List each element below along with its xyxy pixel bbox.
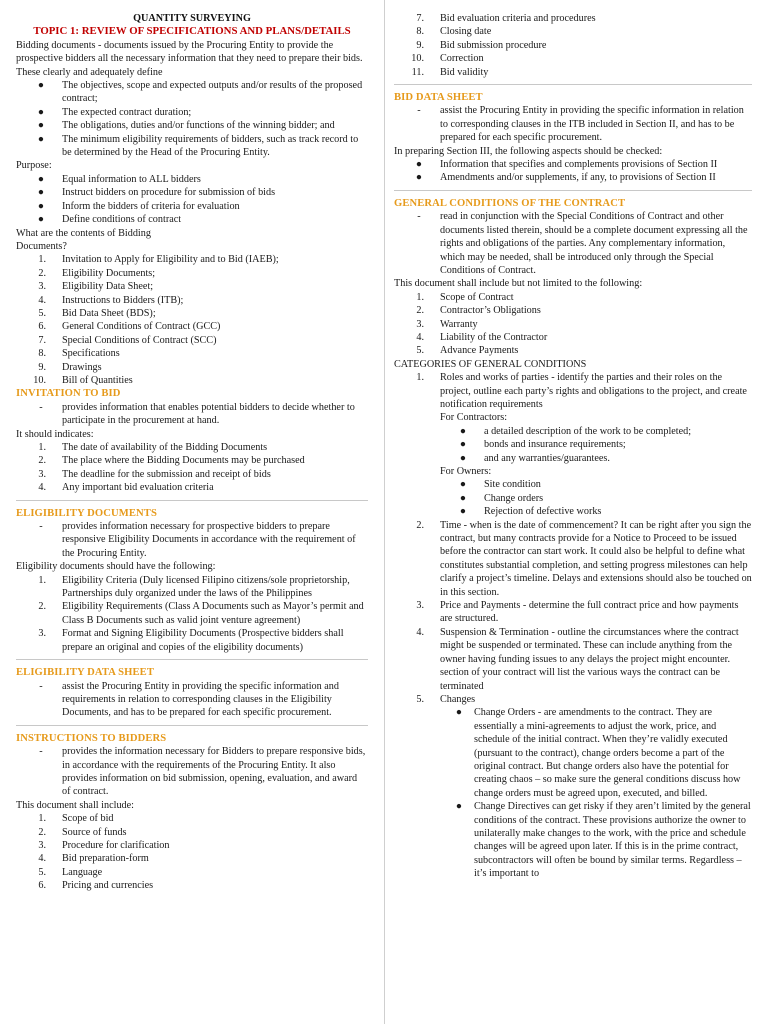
left-column	[16, 12, 368, 893]
eligibility-documents-heading: ELIGIBILITY DOCUMENTS	[16, 507, 157, 519]
list-item: 2. Eligibility Documents;	[38, 267, 156, 279]
list-item: ● Instruct bidders on procedure for submission of bids	[37, 187, 276, 199]
list-item: 4. Any important bid evaluation criteria	[38, 482, 214, 494]
instructions-lead: This document shall include:	[16, 799, 134, 811]
list-item: 2. Source of funds	[38, 826, 127, 838]
bid-data-sheet-heading: BID DATA SHEET	[394, 92, 483, 104]
list-item: ● Inform the bidders of criteria for evaluation	[37, 200, 240, 212]
invitation-lead: It should indicates:	[16, 428, 94, 440]
list-item: 4. Bid preparation-form	[38, 853, 149, 865]
define-list	[16, 79, 368, 159]
list-item: 8. Specifications	[38, 348, 120, 360]
list-item: 11. Bid validity	[411, 66, 489, 78]
categories-heading: CATEGORIES OF GENERAL CONDITIONS	[394, 358, 587, 370]
list-item: 2. Eligibility Requirements (Class A Documents such as Mayor’s permit and Class B Documents such as valid joint venture agreement)	[38, 601, 364, 626]
list-item: 9. Drawings	[38, 361, 102, 373]
owners-label: For Owners:	[440, 466, 492, 477]
eligibility-documents-lead: Eligibility documents should have the following:	[16, 561, 216, 573]
list-item: 8. Closing date	[416, 26, 492, 38]
list-item: 3. Procedure for clarification	[38, 839, 170, 851]
changes-list	[394, 706, 752, 880]
instructions-list	[16, 812, 368, 892]
eligibility-data-sheet-heading: ELIGIBILITY DATA SHEET	[16, 667, 155, 679]
purpose-lead: Purpose:	[16, 160, 52, 172]
list-item: ● bonds and insurance requirements;	[459, 439, 626, 451]
owners-list	[394, 478, 752, 518]
list-item: 7. Bid evaluation criteria and procedures	[416, 13, 596, 24]
list-item: 1. Eligibility Criteria (Duly licensed Filipino citizens/sole proprietorship, Partnerships duly organized under the laws of the Philippines	[38, 574, 350, 600]
list-item: 1. The date of availability of the Bidding Documents	[38, 442, 268, 453]
list-item: ● Information that specifies and complements provisions of Section II	[415, 159, 718, 171]
list-item: 3. Eligibility Data Sheet;	[38, 281, 154, 293]
list-item: 2. The place where the Bidding Documents may be purchased	[38, 455, 305, 467]
list-item: 3. Price and Payments - determine the full contract price and how payments are structured.	[416, 600, 739, 625]
intro-paragraph: Bidding documents - documents issued by the Procuring Entity to provide the prospective bidders all the necessary information that they need to prepare their bids.	[16, 39, 363, 65]
list-item: ● a detailed description of the work to be completed;	[459, 425, 692, 437]
list-item: ● The objectives, scope and expected outputs and/or results of the proposed contract;	[37, 80, 363, 105]
invitation-list	[16, 441, 368, 495]
list-item: ● Change orders	[459, 492, 544, 504]
right-column	[394, 12, 752, 881]
list-item: 1. Roles and works of parties - identify the parties and their roles on the project, outline each party’s rights and obligations to the project, and create notification requirements	[416, 372, 747, 410]
list-item: 5. Bid Data Sheet (BDS);	[38, 307, 156, 319]
contractors-label: For Contractors:	[440, 412, 508, 424]
list-item: 10. Correction	[411, 53, 484, 65]
list-item: ● and any warranties/guarantees.	[459, 452, 610, 464]
list-item: ● Change Orders - are amendments to the contract. They are essentially a mini-agreements to adjust the work, price, and schedule of the initial contract. When they’re validly executed (pursuant to the contract), change orders become a part of the original contract. But change orders also have the potential for creating chaos – so make sure the general conditions discuss how change orders must be agreed upon, executed, and billed.	[455, 707, 741, 799]
list-item: 2. Time - when is the date of commencement? It can be right after you sign the contract, but many contracts provide for a Notice to Proceed to be issued before the contractor can start work. It could also be helpful to define what constitutes substantial completion, and setting progress milestones can help clarify a project’s timeline. Delays and extensions should also be touched on in this section.	[416, 519, 752, 598]
list-item: ● Define conditions of contract	[37, 214, 182, 226]
eligibility-data-sheet-description: - assist the Procuring Entity in providing the specific information and requirements in relation to corresponding clauses in the Eligibility Documents, and has to be prepared for each specific procurement.	[39, 680, 339, 719]
list-item: 6. General Conditions of Contract (GCC)	[38, 321, 221, 333]
purpose-list	[16, 173, 368, 227]
instructions-to-bidders-heading: INSTRUCTIONS TO BIDDERS	[16, 732, 167, 744]
general-conditions-list	[394, 291, 752, 358]
list-item: 9. Bid submission procedure	[416, 39, 547, 51]
list-item: 5. Changes	[416, 693, 476, 705]
list-item: 3. Warranty	[416, 318, 478, 330]
list-item: 2. Contractor’s Obligations	[416, 305, 541, 317]
list-item: 6. Pricing and currencies	[38, 880, 154, 892]
list-item: 4. Liability of the Contractor	[416, 331, 548, 343]
contractors-list	[394, 425, 752, 465]
list-item: 1. Scope of Contract	[416, 291, 514, 303]
list-item: ● Equal information to ALL bidders	[37, 173, 201, 185]
bid-data-sheet-list	[394, 158, 752, 185]
list-item: ● Amendments and/or supplements, if any, to provisions of Section II	[415, 172, 716, 184]
list-item: ● Site condition	[459, 479, 541, 491]
list-item: 4. Suspension & Termination - outline the circumstances where the contract might be suspended or terminated. These can include anything from the owner having funding issues to any delays the project might encounter. section of your contract will list the various ways the contract can be terminated	[416, 626, 739, 692]
topic-title: TOPIC 1: REVIEW OF SPECIFICATIONS AND PLANS/DETAILS	[33, 25, 351, 38]
general-conditions-heading: GENERAL CONDITIONS OF THE CONTRACT	[394, 197, 626, 209]
eligibility-documents-description: - provides information necessary for prospective bidders to prepare responsive Eligibility Documents in accordance with the requirement of the Procuring Entity.	[39, 521, 356, 559]
bid-data-sheet-lead: In preparing Section III, the following aspects should be checked:	[394, 145, 663, 157]
list-item: ● Rejection of defective works	[459, 506, 602, 518]
general-conditions-description: - read in conjunction with the Special Conditions of Contract and other documents listed therein, should be a complete document expressing all the rights and obligations of the parties. Any complementary information, which may be needed, shall be introduced only through the Special Conditions of Contract.	[417, 211, 748, 276]
list-item: 3. The deadline for the submission and receipt of bids	[38, 468, 271, 480]
categories-list	[394, 371, 752, 411]
categories-list-continued	[394, 519, 752, 707]
list-item: 10. Bill of Quantities	[33, 374, 133, 386]
bid-data-sheet-description: - assist the Procuring Entity in providing the specific information in relation to corresponding clauses in the ITB included in Section II, and has to be prepared for each specific procurement.	[417, 105, 744, 144]
list-item: 5. Language	[38, 866, 103, 878]
general-conditions-lead: This document shall include but not limited to the following:	[394, 278, 643, 290]
contents-list	[16, 253, 368, 387]
list-item: 7. Special Conditions of Contract (SCC)	[38, 334, 217, 346]
invitation-to-bid-heading: INVITATION TO BID	[16, 388, 121, 400]
instructions-list-continued	[394, 12, 752, 79]
column-divider	[384, 0, 385, 1024]
define-lead: These clearly and adequately define	[16, 66, 163, 78]
document-title: QUANTITY SURVEYING	[133, 13, 251, 24]
list-item: 3. Format and Signing Eligibility Documents (Prospective bidders shall prepare an original and copies of the eligibility documents)	[38, 628, 344, 653]
invitation-to-bid-description: - provides information that enables potential bidders to decide whether to participate in the procurement at hand.	[39, 401, 355, 427]
list-item: ● The obligations, duties and/or functions of the winning bidder; and	[37, 120, 335, 132]
instructions-to-bidders-description: - provides the information necessary for Bidders to prepare responsive bids, in accordance with the requirements of the Procuring Entity. It also provides information on bid submission, opening, evaluation, and award of contract.	[39, 746, 366, 798]
list-item: 5. Advance Payments	[416, 345, 519, 357]
list-item: 1. Scope of bid	[38, 813, 114, 825]
list-item: ● The expected contract duration;	[37, 106, 192, 118]
eligibility-documents-list	[16, 574, 368, 654]
list-item: ● The minimum eligibility requirements of bidders, such as track record to be determined by the Head of the Procuring Entity.	[37, 133, 359, 159]
list-item: 1. Invitation to Apply for Eligibility and to Bid (IAEB);	[38, 254, 279, 266]
list-item: ● Change Directives can get risky if they aren’t limited by the general conditions of the contract. These provisions authorize the owner to unilaterally make changes to the work, with the price and schedule changes will be agreed upon later. If this is in the prime contract, subcontractors will often be bound by similar terms. Regardless – it’s important to	[455, 801, 751, 880]
list-item: 4. Instructions to Bidders (ITB);	[38, 294, 184, 306]
contents-question: What are the contents of Bidding Documents?	[16, 227, 151, 252]
